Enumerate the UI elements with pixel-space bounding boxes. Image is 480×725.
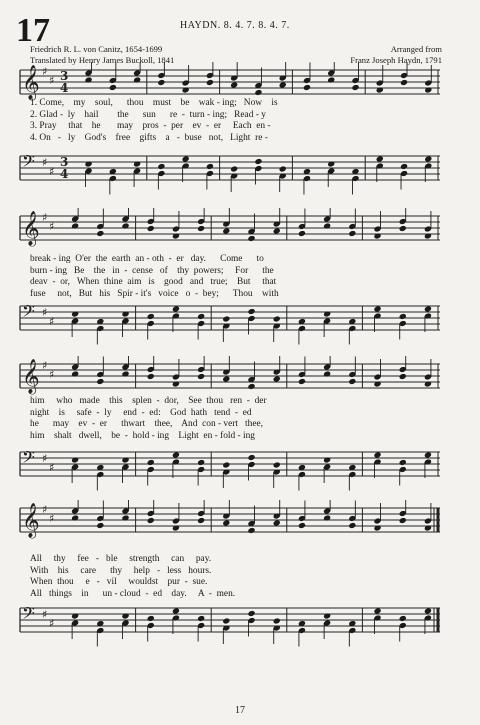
sharp-icon: ♯	[49, 315, 55, 328]
note-head	[230, 81, 238, 88]
note-head	[400, 79, 408, 86]
sharp-icon: ♯	[49, 220, 55, 233]
note-head	[348, 230, 356, 237]
note-head	[376, 155, 384, 162]
note-head	[400, 163, 408, 170]
note-head	[279, 81, 287, 88]
composer-credit: Franz Joseph Haydn, 1791	[350, 55, 442, 65]
treble-clef-icon: 𝄞	[22, 211, 40, 246]
note-head	[247, 308, 255, 315]
lyric-line: him shalt dwell, be - hold - ing Light en - fold - ing	[30, 430, 255, 441]
lyric-line: deav - or, When thine aim is good and true; But that	[30, 277, 277, 287]
note-head	[351, 84, 359, 91]
lyric-line: break - ing O'er the earth an - oth - er day. Come to	[30, 254, 264, 264]
note-head	[96, 230, 104, 237]
note-head	[109, 84, 117, 91]
note-head	[273, 617, 281, 624]
note-head	[222, 375, 230, 382]
note-head	[96, 378, 104, 385]
note-head	[247, 383, 255, 390]
note-head	[298, 522, 306, 529]
bass-staff-3	[18, 444, 442, 492]
time-signature-icon: 4	[60, 167, 69, 181]
treble-clef-icon: 𝄞	[22, 503, 40, 538]
note-head	[172, 451, 180, 458]
note-head	[147, 373, 155, 380]
time-signature-icon: 3	[60, 69, 69, 83]
lyric-line: him who made this splen - dor, See thou ren - der	[30, 396, 267, 406]
sharp-icon: ♯	[42, 156, 48, 169]
lyric-line: All things in un - cloud - ed day. A - men.	[30, 588, 236, 599]
sharp-icon: ♯	[49, 461, 55, 474]
note-head	[273, 461, 281, 468]
note-head	[222, 617, 230, 624]
note-head	[348, 522, 356, 529]
note-head	[399, 517, 407, 524]
arranged-label: Arranged from	[390, 44, 442, 54]
note-head	[399, 459, 407, 466]
note-head	[298, 230, 306, 237]
bass-staff-2	[18, 298, 442, 346]
tune-name: HAYDN. 8. 4. 7. 8. 4. 7.	[180, 20, 290, 31]
note-head	[247, 610, 255, 617]
note-head	[254, 89, 262, 96]
note-head	[147, 459, 155, 466]
note-head	[222, 519, 230, 526]
lyric-line: With his care thy help - less hours.	[30, 565, 212, 576]
time-signature-icon: 4	[60, 81, 69, 95]
note-head	[373, 607, 381, 614]
note-head	[399, 313, 407, 320]
note-head	[279, 165, 287, 172]
treble-clef-icon: 𝄞	[22, 359, 40, 394]
sharp-icon: ♯	[42, 306, 48, 319]
sharp-icon: ♯	[49, 165, 55, 178]
lyrics-system-4	[30, 554, 440, 600]
note-head	[424, 607, 432, 614]
note-head	[247, 527, 255, 534]
note-head	[222, 461, 230, 468]
treble-clef-icon: 𝄞	[22, 65, 40, 100]
note-head	[147, 313, 155, 320]
lyric-line: he may ev - er thwart thee, And con - vert thee,	[30, 419, 264, 429]
note-head	[247, 454, 255, 461]
sharp-icon: ♯	[42, 359, 48, 372]
note-head	[157, 79, 165, 86]
note-head	[373, 305, 381, 312]
translator-credit: Translated by Henry James Buckoll, 1841	[30, 55, 175, 65]
note-head	[399, 225, 407, 232]
note-head	[197, 459, 205, 466]
note-head	[273, 519, 281, 526]
lyric-line: 2. Glad - ly hail the sun re - turn - ing; Read - y	[30, 109, 266, 120]
note-head	[172, 607, 180, 614]
note-head	[157, 163, 165, 170]
lyric-line: 1. Come, my soul, thou must be wak - ing; Now is	[30, 98, 278, 108]
note-head	[96, 522, 104, 529]
note-head	[273, 375, 281, 382]
note-head	[206, 79, 214, 86]
sharp-icon: ♯	[42, 452, 48, 465]
note-head	[273, 315, 281, 322]
note-head	[172, 305, 180, 312]
bass-clef-icon: 𝄢	[22, 151, 35, 175]
sharp-icon: ♯	[49, 512, 55, 525]
lyrics-system-3	[30, 396, 440, 442]
sharp-icon: ♯	[42, 608, 48, 621]
note-head	[373, 451, 381, 458]
lyric-line: burn - ing Be the in - cense of thy powers; For the	[30, 265, 274, 276]
note-head	[147, 517, 155, 524]
note-head	[147, 225, 155, 232]
note-head	[399, 615, 407, 622]
lyric-line: fuse not, But his Spir - it's voice o - bey; Thou with	[30, 288, 279, 299]
treble-staff-4	[18, 500, 442, 556]
page-number: 17	[235, 705, 245, 716]
note-head	[197, 517, 205, 524]
note-head	[399, 373, 407, 380]
note-head	[247, 235, 255, 242]
note-head	[298, 378, 306, 385]
note-head	[230, 165, 238, 172]
note-head	[222, 315, 230, 322]
lyric-line: When thou e - vil wouldst pur - sue.	[30, 577, 208, 587]
note-head	[222, 227, 230, 234]
sharp-icon: ♯	[49, 368, 55, 381]
lyric-line: All thy fee - ble strength can pay.	[30, 554, 212, 564]
sharp-icon: ♯	[42, 503, 48, 516]
note-head	[197, 615, 205, 622]
sharp-icon: ♯	[49, 617, 55, 630]
note-head	[348, 378, 356, 385]
lyrics-system-2	[30, 254, 440, 300]
note-head	[182, 155, 190, 162]
lyric-line: night is safe - ly end - ed: God hath tend - ed	[30, 407, 252, 418]
bass-clef-icon: 𝄢	[22, 301, 35, 325]
note-head	[303, 84, 311, 91]
lyric-line: 4. On - ly God's free gifts a - buse not, Light re -	[30, 132, 268, 143]
lyrics-system-1	[30, 98, 440, 144]
author-credit: Friedrich R. L. von Canitz, 1654-1699	[30, 44, 163, 54]
time-signature-icon: 3	[60, 155, 69, 169]
note-head	[197, 313, 205, 320]
bass-clef-icon: 𝄢	[22, 447, 35, 471]
note-head	[273, 227, 281, 234]
bass-clef-icon: 𝄢	[22, 603, 35, 627]
note-head	[424, 451, 432, 458]
note-head	[424, 305, 432, 312]
sharp-icon: ♯	[49, 74, 55, 87]
note-head	[147, 615, 155, 622]
sharp-icon: ♯	[42, 211, 48, 224]
note-head	[197, 373, 205, 380]
note-head	[197, 225, 205, 232]
bass-staff-4	[18, 600, 442, 648]
bass-staff-1	[18, 148, 442, 196]
note-head	[424, 155, 432, 162]
note-head	[206, 163, 214, 170]
lyric-line: 3. Pray that he may pros - per ev - er Each en -	[30, 121, 271, 131]
sharp-icon: ♯	[42, 65, 48, 78]
hymn-number: 17	[16, 12, 50, 49]
note-head	[254, 158, 262, 165]
